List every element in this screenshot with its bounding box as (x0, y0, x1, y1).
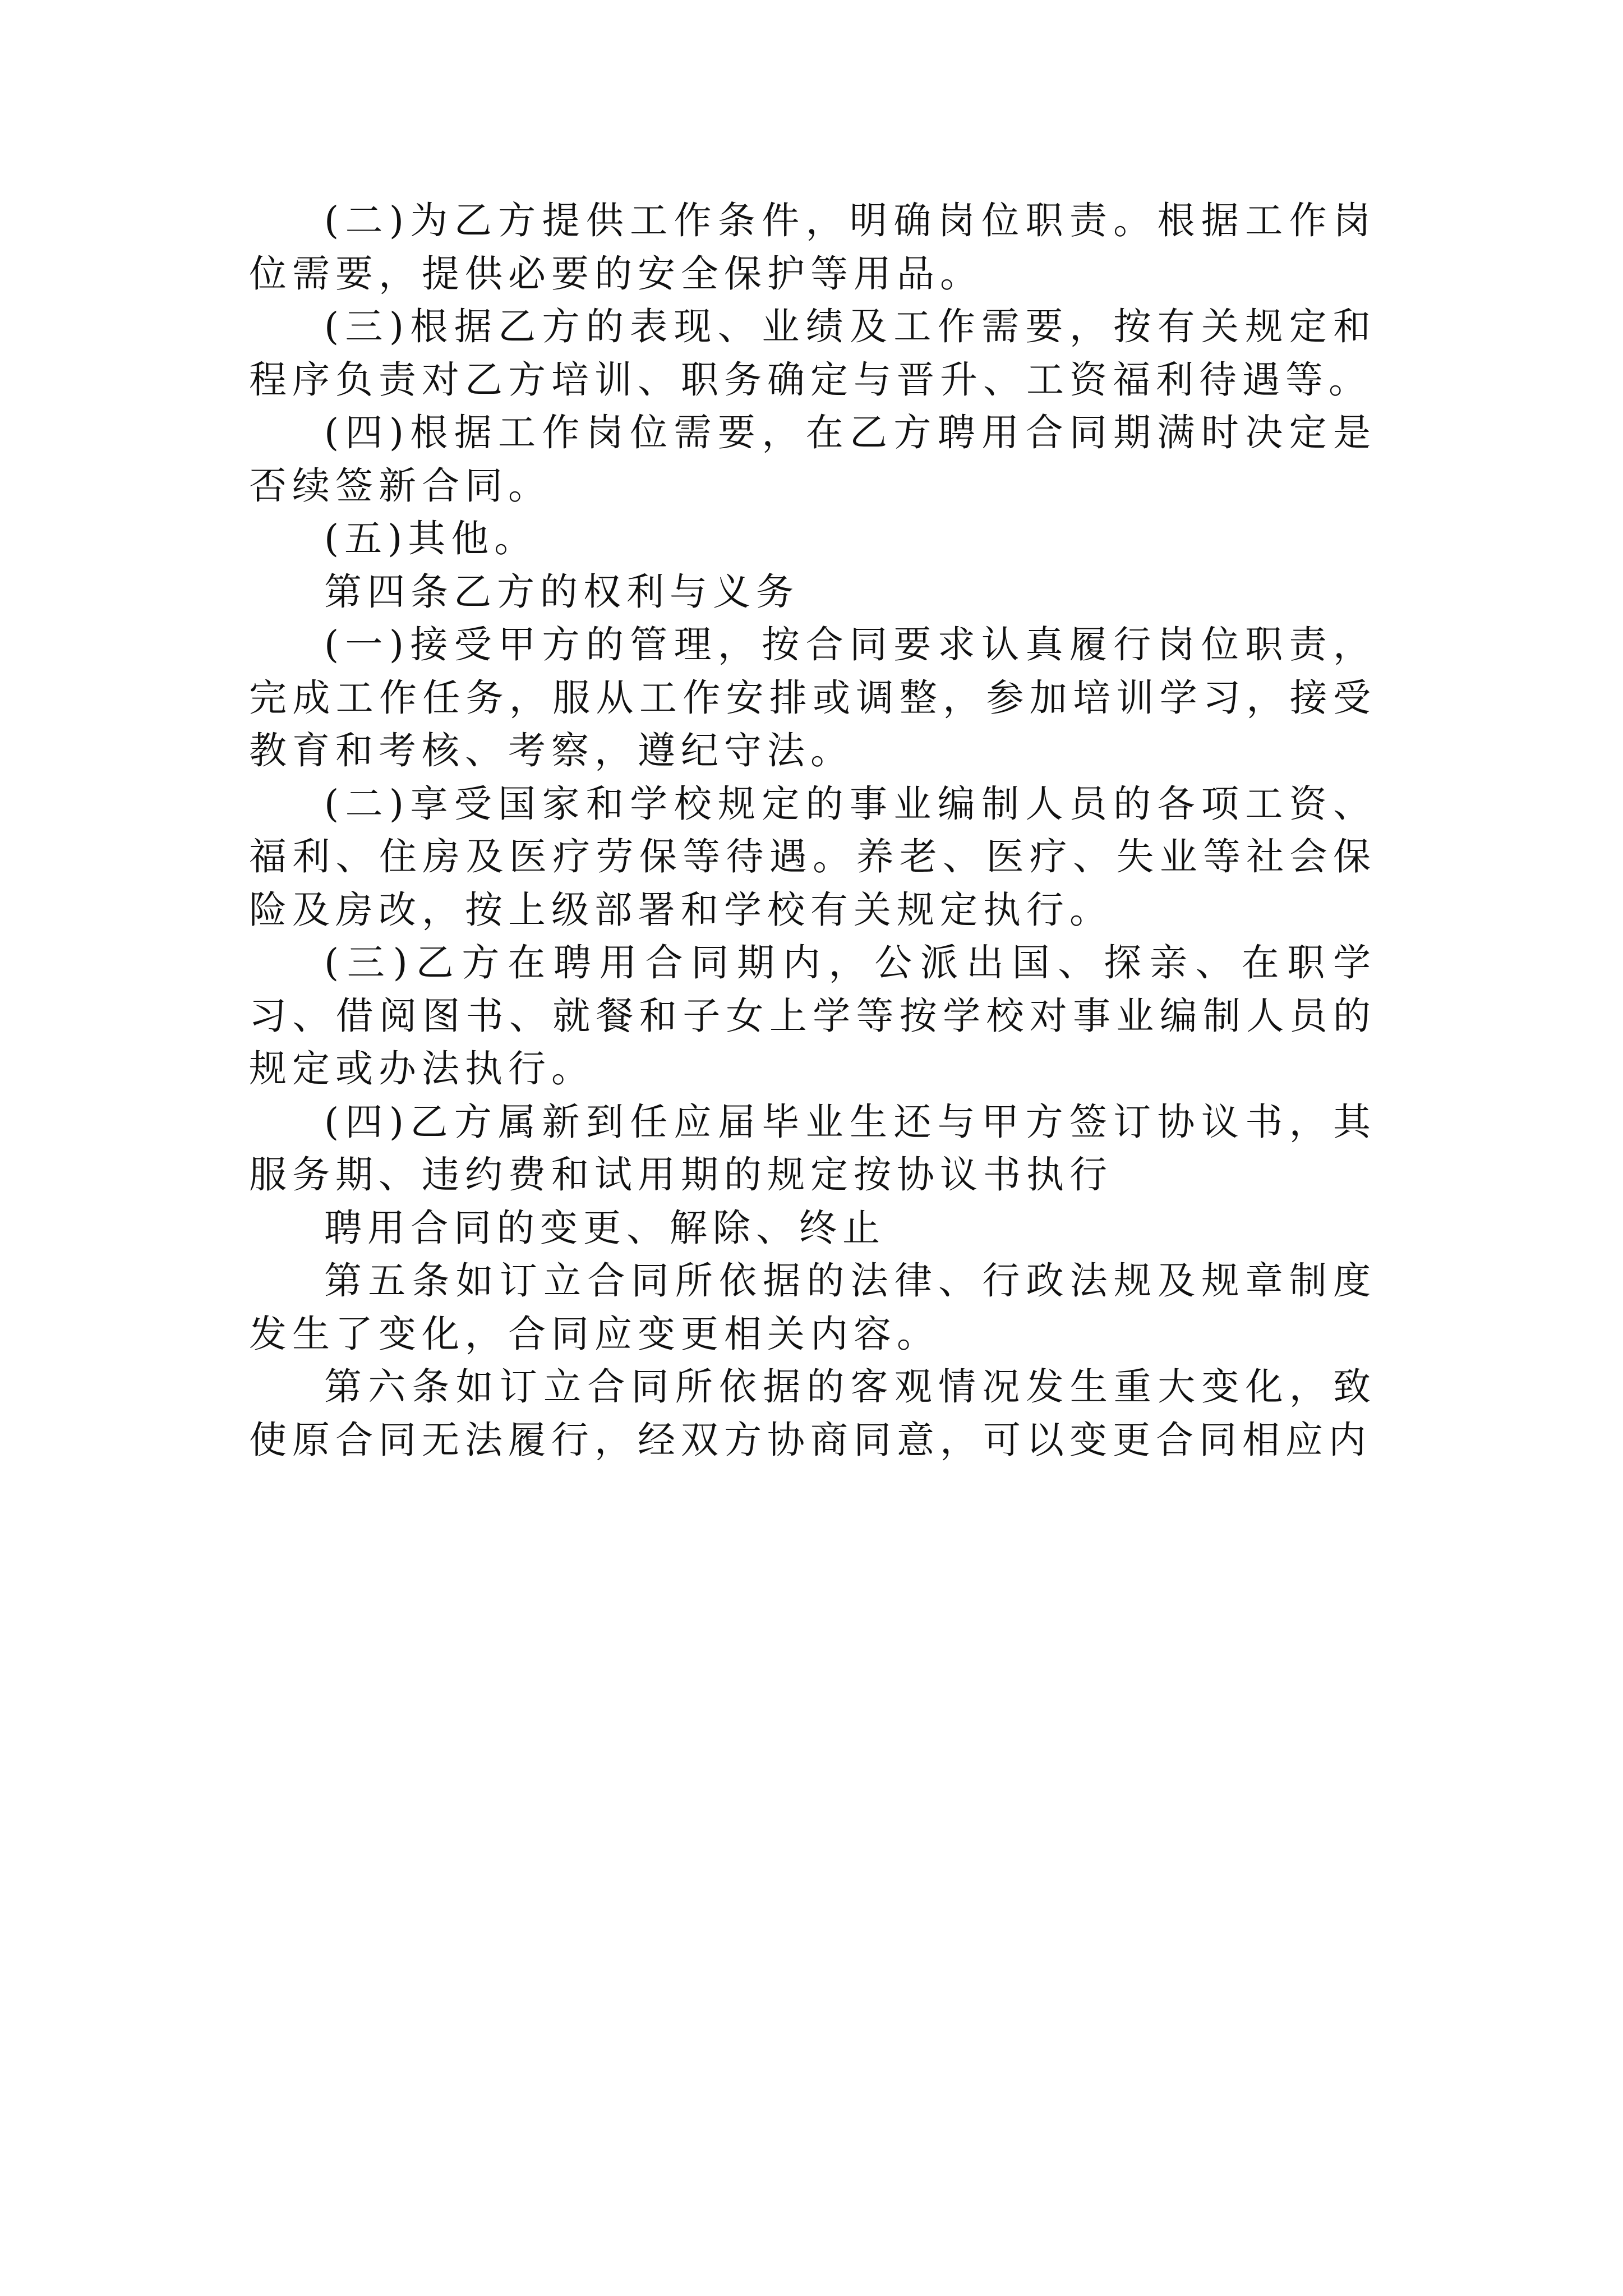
paragraph-party-a-duty-4: (四)根据工作岗位需要，在乙方聘用合同期满时决定是否续签新合同。 (249, 411, 1376, 508)
paragraph-party-b-item-2: (二)享受国家和学校规定的事业编制人员的各项工资、福利、住房及医疗劳保等待遇。养老、医疗、失业等社会保险及房改，按上级部署和学校有关规定执行。 (249, 781, 1376, 932)
paragraph-party-a-duty-3: (三)根据乙方的表现、业绩及工作需要，按有关规定和程序负责对乙方培训、职务确定与晋升、工资福利待遇等。 (249, 305, 1376, 402)
article-6-paragraph: 第六条如订立合同所依据的客观情况发生重大变化，致使原合同无法履行，经双方协商同意，可以变更合同相应内 (249, 1365, 1376, 1462)
paragraph-party-a-duty-2: (二)为乙方提供工作条件，明确岗位职责。根据工作岗位需要，提供必要的安全保护等用品。 (249, 199, 1376, 296)
section-heading-contract-change: 聘用合同的变更、解除、终止 (324, 1205, 886, 1250)
article-4-heading: 第四条乙方的权利与义务 (324, 569, 799, 614)
paragraph-party-b-item-3: (三)乙方在聘用合同期内，公派出国、探亲、在职学习、借阅图书、就餐和子女上学等按学校对事业编制人员的规定或办法执行。 (249, 941, 1376, 1091)
document-body (249, 194, 1376, 1466)
article-5-paragraph: 第五条如订立合同所依据的法律、行政法规及规章制度发生了变化，合同应变更相关内容。 (249, 1259, 1376, 1356)
paragraph-party-b-item-1: (一)接受甲方的管理，按合同要求认真履行岗位职责，完成工作任务，服从工作安排或调整，参加培训学习，接受教育和考核、考察，遵纪守法。 (249, 623, 1376, 772)
paragraph-party-b-item-4: (四)乙方属新到任应届毕业生还与甲方签订协议书，其服务期、违约费和试用期的规定按协议书执行 (249, 1099, 1376, 1197)
paragraph-party-a-duty-5: (五)其他。 (324, 517, 538, 560)
